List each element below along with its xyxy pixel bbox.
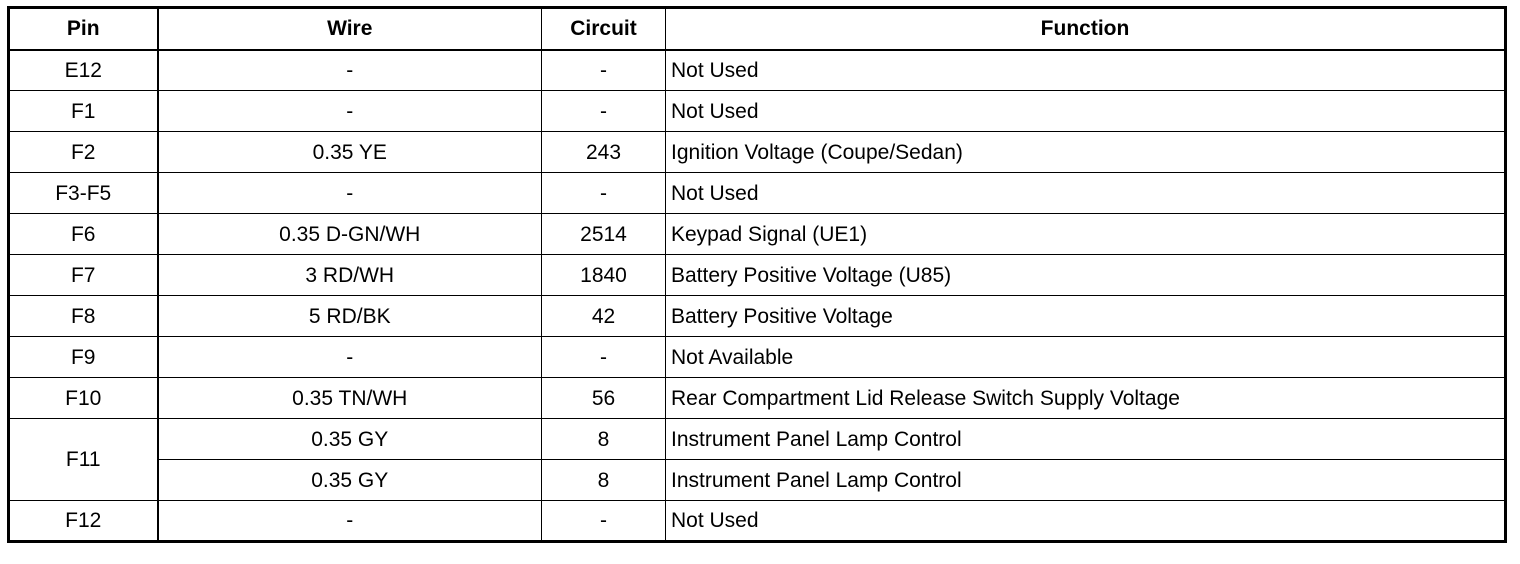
wire-cell: - — [158, 91, 542, 132]
wire-cell: 0.35 GY — [158, 460, 542, 501]
pin-cell: F9 — [9, 337, 158, 378]
pin-cell: F11 — [9, 419, 158, 501]
wire-cell: - — [158, 337, 542, 378]
table-row — [9, 214, 1506, 255]
wire-cell: 0.35 GY — [158, 419, 542, 460]
circuit-cell: 56 — [542, 378, 666, 419]
pin-cell: F1 — [9, 91, 158, 132]
pin-cell: F12 — [9, 501, 158, 542]
function-cell: Not Used — [666, 501, 1506, 542]
pin-cell: F6 — [9, 214, 158, 255]
circuit-cell: 8 — [542, 419, 666, 460]
circuit-cell: - — [542, 173, 666, 214]
pin-cell: F10 — [9, 378, 158, 419]
pin-cell: F7 — [9, 255, 158, 296]
function-cell: Not Used — [666, 91, 1506, 132]
table-row — [9, 132, 1506, 173]
function-cell: Battery Positive Voltage — [666, 296, 1506, 337]
wire-cell: 3 RD/WH — [158, 255, 542, 296]
table-row — [9, 460, 1506, 501]
table-row — [9, 378, 1506, 419]
circuit-cell: 8 — [542, 460, 666, 501]
pin-cell: E12 — [9, 50, 158, 91]
table-row — [9, 337, 1506, 378]
circuit-cell: 2514 — [542, 214, 666, 255]
function-cell: Rear Compartment Lid Release Switch Supply Voltage — [666, 378, 1506, 419]
circuit-cell: - — [542, 337, 666, 378]
function-cell: Not Used — [666, 50, 1506, 91]
pin-cell: F2 — [9, 132, 158, 173]
function-cell: Instrument Panel Lamp Control — [666, 419, 1506, 460]
header-wire: Wire — [158, 8, 542, 50]
table-row — [9, 173, 1506, 214]
function-cell: Instrument Panel Lamp Control — [666, 460, 1506, 501]
circuit-cell: - — [542, 50, 666, 91]
pinout-table — [7, 6, 1507, 543]
table-row — [9, 91, 1506, 132]
wire-cell: 0.35 TN/WH — [158, 378, 542, 419]
function-cell: Not Available — [666, 337, 1506, 378]
function-cell: Not Used — [666, 173, 1506, 214]
circuit-cell: 42 — [542, 296, 666, 337]
wire-cell: 5 RD/BK — [158, 296, 542, 337]
header-pin: Pin — [9, 8, 158, 50]
wire-cell: 0.35 YE — [158, 132, 542, 173]
circuit-cell: 243 — [542, 132, 666, 173]
wire-cell: - — [158, 173, 542, 214]
circuit-cell: - — [542, 91, 666, 132]
wire-cell: - — [158, 50, 542, 91]
function-cell: Keypad Signal (UE1) — [666, 214, 1506, 255]
wire-cell: - — [158, 501, 542, 542]
circuit-cell: 1840 — [542, 255, 666, 296]
function-cell: Ignition Voltage (Coupe/Sedan) — [666, 132, 1506, 173]
table-header-row — [9, 8, 1506, 50]
table-row — [9, 501, 1506, 542]
pin-cell: F8 — [9, 296, 158, 337]
wire-cell: 0.35 D-GN/WH — [158, 214, 542, 255]
function-cell: Battery Positive Voltage (U85) — [666, 255, 1506, 296]
table-row — [9, 296, 1506, 337]
table-row — [9, 50, 1506, 91]
header-function: Function — [666, 8, 1506, 50]
circuit-cell: - — [542, 501, 666, 542]
table-row — [9, 419, 1506, 460]
pin-cell: F3-F5 — [9, 173, 158, 214]
header-circuit: Circuit — [542, 8, 666, 50]
table-row — [9, 255, 1506, 296]
